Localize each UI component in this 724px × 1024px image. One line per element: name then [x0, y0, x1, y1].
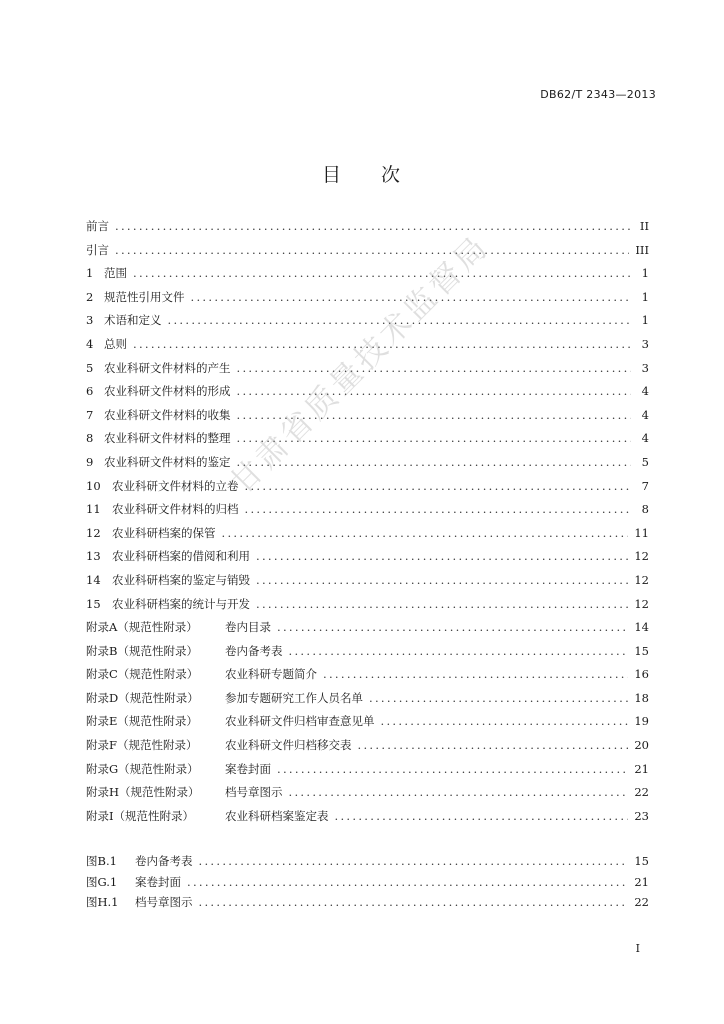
- toc-entry[interactable]: [86, 596, 649, 620]
- dot-leader: [277, 762, 628, 776]
- entry-number: 附录C（规范性附录）: [86, 667, 199, 682]
- entry-page-number: II: [639, 219, 649, 233]
- dot-leader: [289, 644, 629, 658]
- dot-leader: [335, 809, 629, 823]
- entry-page-number: 11: [634, 525, 649, 540]
- dot-leader: [199, 895, 629, 909]
- dot-leader: [245, 479, 632, 493]
- dot-leader: [115, 219, 631, 233]
- entry-number: 7: [86, 407, 94, 422]
- toc-entry[interactable]: [86, 501, 649, 525]
- entry-page-number: 15: [634, 643, 649, 658]
- entry-title: 农业科研文件材料的归档: [112, 502, 239, 517]
- figure-list: [86, 853, 649, 915]
- dot-leader: [237, 431, 632, 445]
- toc-entry[interactable]: [86, 666, 649, 690]
- entry-number: 1: [86, 266, 94, 281]
- entry-number: 2: [86, 289, 94, 304]
- page-number: I: [635, 942, 640, 955]
- entry-page-number: III: [635, 242, 649, 257]
- toc-entry[interactable]: [86, 430, 649, 454]
- entry-number: 附录F（规范性附录）: [86, 738, 198, 753]
- dot-leader: [256, 549, 628, 563]
- dot-leader: [168, 313, 632, 327]
- entry-page-number: 4: [641, 384, 649, 399]
- toc-entry[interactable]: [86, 383, 649, 407]
- entry-title: 总则: [104, 336, 127, 351]
- entry-page-number: 1: [641, 289, 649, 304]
- entry-title: 农业科研文件材料的产生: [104, 360, 231, 375]
- toc-entry[interactable]: [86, 619, 649, 643]
- entry-title: 卷内目录: [225, 620, 271, 635]
- dot-leader: [133, 266, 631, 280]
- entry-title: 案卷封面: [225, 761, 271, 776]
- toc-entry[interactable]: [86, 242, 649, 266]
- entry-number: 5: [86, 360, 94, 375]
- entry-title: 规范性引用文件: [104, 289, 185, 304]
- entry-page-number: 4: [641, 407, 649, 422]
- entry-page-number: 21: [634, 874, 649, 889]
- page-title: 目 次: [321, 164, 403, 186]
- standard-code: DB62/T 2343—2013: [540, 88, 656, 101]
- entry-title: 农业科研文件归档移交表: [225, 738, 352, 753]
- dot-leader: [381, 714, 629, 728]
- toc-entry[interactable]: [86, 478, 649, 502]
- entry-page-number: 12: [634, 596, 649, 611]
- toc-entry[interactable]: [86, 737, 649, 761]
- entry-number: 附录E（规范性附录）: [86, 714, 198, 729]
- dot-leader: [277, 620, 628, 634]
- entry-number: 附录G（规范性附录）: [86, 761, 199, 776]
- dot-leader: [191, 290, 632, 304]
- dot-leader: [237, 455, 632, 469]
- entry-page-number: 7: [641, 478, 649, 493]
- toc-entry[interactable]: [86, 360, 649, 384]
- entry-title: 卷内备考表: [225, 643, 283, 658]
- toc-entry[interactable]: [86, 336, 649, 360]
- entry-page-number: 14: [634, 620, 649, 635]
- entry-number: 12: [86, 525, 101, 540]
- entry-number: 附录D（规范性附录）: [86, 690, 199, 705]
- entry-number: 附录B（规范性附录）: [86, 643, 198, 658]
- dot-leader: [115, 243, 629, 257]
- entry-page-number: 18: [634, 690, 649, 705]
- entry-page-number: 3: [641, 360, 649, 375]
- figure-entry[interactable]: [86, 874, 649, 895]
- entry-number: 13: [86, 549, 101, 564]
- dot-leader: [237, 408, 632, 422]
- watermark: 甘肃省质量技术监督局: [223, 228, 497, 502]
- figure-entry[interactable]: [86, 853, 649, 874]
- entry-number: 9: [86, 454, 94, 469]
- entry-title: 农业科研档案的鉴定与销毁: [112, 572, 250, 587]
- entry-number: 附录A（规范性附录）: [86, 620, 198, 635]
- entry-page-number: 8: [641, 502, 649, 517]
- entry-page-number: 3: [641, 336, 649, 351]
- toc-entry[interactable]: [86, 525, 649, 549]
- dot-leader: [289, 785, 629, 799]
- entry-title: 农业科研档案鉴定表: [225, 808, 329, 823]
- toc-entry[interactable]: [86, 289, 649, 313]
- entry-number: 10: [86, 478, 101, 493]
- entry-title: 卷内备考表: [135, 854, 193, 868]
- toc-entry[interactable]: [86, 690, 649, 714]
- entry-page-number: 23: [634, 808, 649, 823]
- entry-page-number: 15: [634, 854, 649, 868]
- entry-page-number: 20: [634, 738, 649, 753]
- dot-leader: [245, 502, 632, 516]
- toc-entry[interactable]: [86, 808, 649, 832]
- entry-page-number: 4: [641, 431, 649, 446]
- toc-entry[interactable]: [86, 572, 649, 596]
- entry-page-number: 22: [634, 895, 649, 909]
- toc-entry[interactable]: [86, 548, 649, 572]
- entry-page-number: 1: [641, 266, 649, 281]
- entry-title: 档号章图示: [225, 785, 283, 800]
- entry-page-number: 12: [634, 549, 649, 564]
- dot-leader: [222, 526, 629, 540]
- toc-entry[interactable]: [86, 643, 649, 667]
- entry-number: 4: [86, 336, 94, 351]
- entry-title: 档号章图示: [135, 895, 193, 909]
- entry-page-number: 19: [634, 714, 649, 729]
- entry-title: 术语和定义: [104, 313, 162, 328]
- dot-leader: [133, 337, 631, 351]
- toc-entry[interactable]: [86, 265, 649, 289]
- entry-number: 附录H（规范性附录）: [86, 785, 200, 800]
- toc-entry[interactable]: [86, 407, 649, 431]
- toc-entry[interactable]: [86, 713, 649, 737]
- entry-title: 范围: [104, 266, 127, 281]
- entry-title: 农业科研档案的借阅和利用: [112, 549, 250, 564]
- entry-title: 农业科研文件材料的形成: [104, 384, 231, 399]
- entry-number: 8: [86, 431, 94, 446]
- dot-leader: [323, 667, 628, 681]
- dot-leader: [237, 361, 632, 375]
- dot-leader: [369, 691, 628, 705]
- table-of-contents: [86, 218, 649, 831]
- entry-number: 11: [86, 502, 101, 517]
- dot-leader: [358, 738, 629, 752]
- entry-title: 农业科研档案的统计与开发: [112, 596, 250, 611]
- entry-page-number: 21: [634, 761, 649, 776]
- entry-title: 农业科研文件材料的鉴定: [104, 454, 231, 469]
- toc-entry[interactable]: [86, 312, 649, 336]
- entry-title: 参加专题研究工作人员名单: [225, 690, 363, 705]
- dot-leader: [237, 384, 632, 398]
- entry-title: 农业科研文件材料的整理: [104, 431, 231, 446]
- entry-number: 图H.1: [86, 895, 119, 909]
- entry-page-number: 12: [634, 572, 649, 587]
- entry-title: 农业科研文件材料的立卷: [112, 478, 239, 493]
- toc-entry[interactable]: [86, 784, 649, 808]
- entry-page-number: 1: [641, 313, 649, 328]
- dot-leader: [256, 597, 628, 611]
- toc-entry[interactable]: [86, 454, 649, 478]
- entry-number: 图G.1: [86, 874, 118, 889]
- toc-entry[interactable]: [86, 218, 649, 242]
- entry-title: 案卷封面: [135, 874, 181, 889]
- entry-title: 农业科研文件归档审查意见单: [225, 714, 375, 729]
- entry-number: 14: [86, 572, 101, 587]
- entry-number: 3: [86, 313, 94, 328]
- dot-leader: [256, 573, 628, 587]
- toc-entry[interactable]: [86, 761, 649, 785]
- dot-leader: [187, 875, 628, 889]
- entry-title: 农业科研专题简介: [225, 667, 317, 682]
- entry-page-number: 16: [634, 667, 649, 682]
- entry-title: 前言: [86, 219, 109, 233]
- entry-number: 6: [86, 384, 94, 399]
- dot-leader: [199, 854, 629, 868]
- figure-entry[interactable]: [86, 894, 649, 915]
- entry-number: 图B.1: [86, 854, 117, 868]
- entry-number: 附录I（规范性附录）: [86, 808, 195, 823]
- entry-title: 引言: [86, 242, 109, 257]
- entry-title: 农业科研档案的保管: [112, 525, 216, 540]
- entry-title: 农业科研文件材料的收集: [104, 407, 231, 422]
- entry-number: 15: [86, 596, 101, 611]
- entry-page-number: 5: [641, 454, 649, 469]
- entry-page-number: 22: [634, 785, 649, 800]
